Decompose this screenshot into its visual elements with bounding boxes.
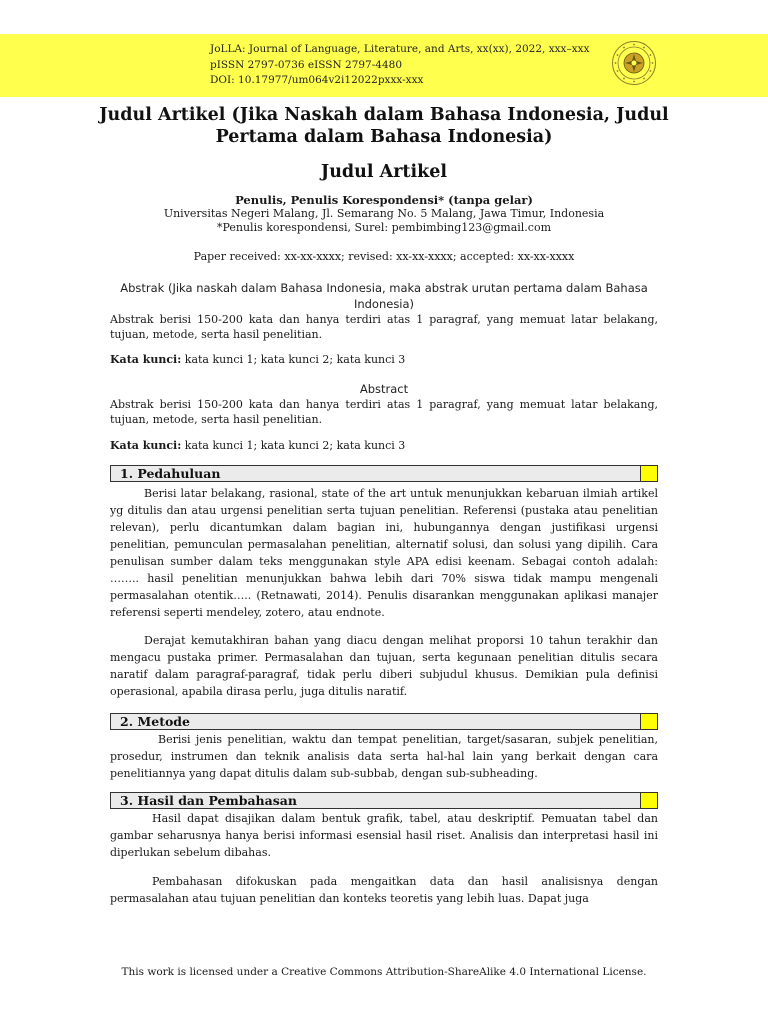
results-paragraph-1: Hasil dapat disajikan dalam bentuk grafik, tabel, atau deskriptif. Pemuatan tabel dan gambar seharusnya hanya berisi informasi esensial hasil riset. Analisis dan interpretasi hasil ini diperlukan sebelum dibahas. <box>110 812 658 859</box>
section-title: 1. Pedahuluan <box>120 466 221 481</box>
abstract-heading-id: Abstrak (Jika naskah dalam Bahasa Indonesia, maka abstrak urutan pertama dalam Bahasa Indonesia) <box>120 281 648 311</box>
methods-paragraph-1: Berisi jenis penelitian, waktu dan tempat penelitian, target/sasaran, subjek penelitian, prosedur, instrumen dan teknik analisis data serta hal-hal lain yang berkait dengan cara penelitiannya yang dapat ditulis dalam sub-subbab, dengan sub-subheading. <box>110 733 658 780</box>
corresponding-author-email: *Penulis korespondensi, Surel: pembimbing123@gmail.com <box>216 221 552 234</box>
article-title: Judul Artikel (Jika Naskah dalam Bahasa Indonesia, Judul Pertama dalam Bahasa Indonesia) <box>99 105 669 147</box>
introduction-paragraph-1: Berisi latar belakang, rasional, state of the art untuk menunjukkan kebaruan ilmiah artikel yg ditulis dan atau urgensi penelitian serta tujuan penelitian. Referensi (pustaka atau penelitian relevan), perlu dicantumkan dalam bagian ini, hubungannya dengan justifikasi urgensi penelitian, pemunculan permasalahan penelitian, alternatif solusi, dan solusi yang dipilih. Cara penulisan sumber dalam teks menggunakan style APA edisi keenam. Sebagai contoh adalah: …….. hasil penelitian menunjukkan bahwa lebih dari 70% siswa tidak mampu mengenali permasalahan otentik….. (Retnawati, 2014). Penulis disarankan menggunakan aplikasi manajer referensi seperti mendeley, zotero, atau endnote. <box>110 487 658 619</box>
section-marker <box>640 714 657 729</box>
section-heading-methods <box>110 713 658 730</box>
keywords-list: kata kunci 1; kata kunci 2; kata kunci 3 <box>184 439 406 452</box>
journal-header-band <box>0 34 768 97</box>
section-title: 2. Metode <box>120 714 190 729</box>
author-affiliation: Universitas Negeri Malang, Jl. Semarang No. 5 Malang, Jawa Timur, Indonesia <box>163 207 605 220</box>
author-names: Penulis, Penulis Korespondensi* (tanpa gelar) <box>235 193 533 207</box>
university-seal-icon <box>611 40 657 86</box>
section-heading-results <box>110 792 658 809</box>
section-heading-introduction <box>110 465 658 482</box>
keywords-list: kata kunci 1; kata kunci 2; kata kunci 3 <box>184 353 406 366</box>
issn-line: pISSN 2797-0736 eISSN 2797-4480 <box>210 58 403 71</box>
abstract-text-id: Abstrak berisi 150-200 kata dan hanya terdiri atas 1 paragraf, yang memuat latar belakang, tujuan, metode, serta hasil penelitian. <box>110 313 658 341</box>
keywords-label: Kata kunci: <box>110 353 182 366</box>
doi-line: DOI: 10.17977/um064v2i12022pxxx-xxx <box>210 74 424 86</box>
abstract-heading-en: Abstract <box>359 382 409 396</box>
article-title-secondary: Judul Artikel <box>320 162 448 182</box>
section-title: 3. Hasil dan Pembahasan <box>120 793 297 808</box>
keywords-label: Kata kunci: <box>110 439 182 452</box>
journal-citation-block <box>210 42 590 89</box>
abstract-text-en: Abstrak berisi 150-200 kata dan hanya terdiri atas 1 paragraf, yang memuat latar belakang, tujuan, metode, serta hasil penelitian. <box>110 398 658 426</box>
journal-name-line: JoLLA: Journal of Language, Literature, and Arts, xx(xx), 2022, xxx–xxx <box>210 43 590 55</box>
license-footer: This work is licensed under a Creative Commons Attribution-ShareAlike 4.0 International License. <box>121 966 647 978</box>
paper-dates: Paper received: xx-xx-xxxx; revised: xx-xx-xxxx; accepted: xx-xx-xxxx <box>193 250 575 263</box>
section-marker <box>640 466 657 481</box>
results-paragraph-2: Pembahasan difokuskan pada mengaitkan data dan hasil analisisnya dengan permasalahan atau tujuan penelitian dan konteks teoretis yang lebih luas. Dapat juga <box>110 875 658 905</box>
section-marker <box>640 793 657 808</box>
introduction-paragraph-2: Derajat kemutakhiran bahan yang diacu dengan melihat proporsi 10 tahun terakhir dan mengacu pustaka primer. Permasalahan dan tujuan, serta kegunaan penelitian ditulis secara naratif dalam paragraf-paragraf, tidak perlu diberi subjudul khusus. Demikian pula definisi operasional, apabila dirasa perlu, juga ditulis naratif. <box>110 634 658 698</box>
keywords-en <box>110 438 658 453</box>
keywords-id <box>110 352 658 367</box>
